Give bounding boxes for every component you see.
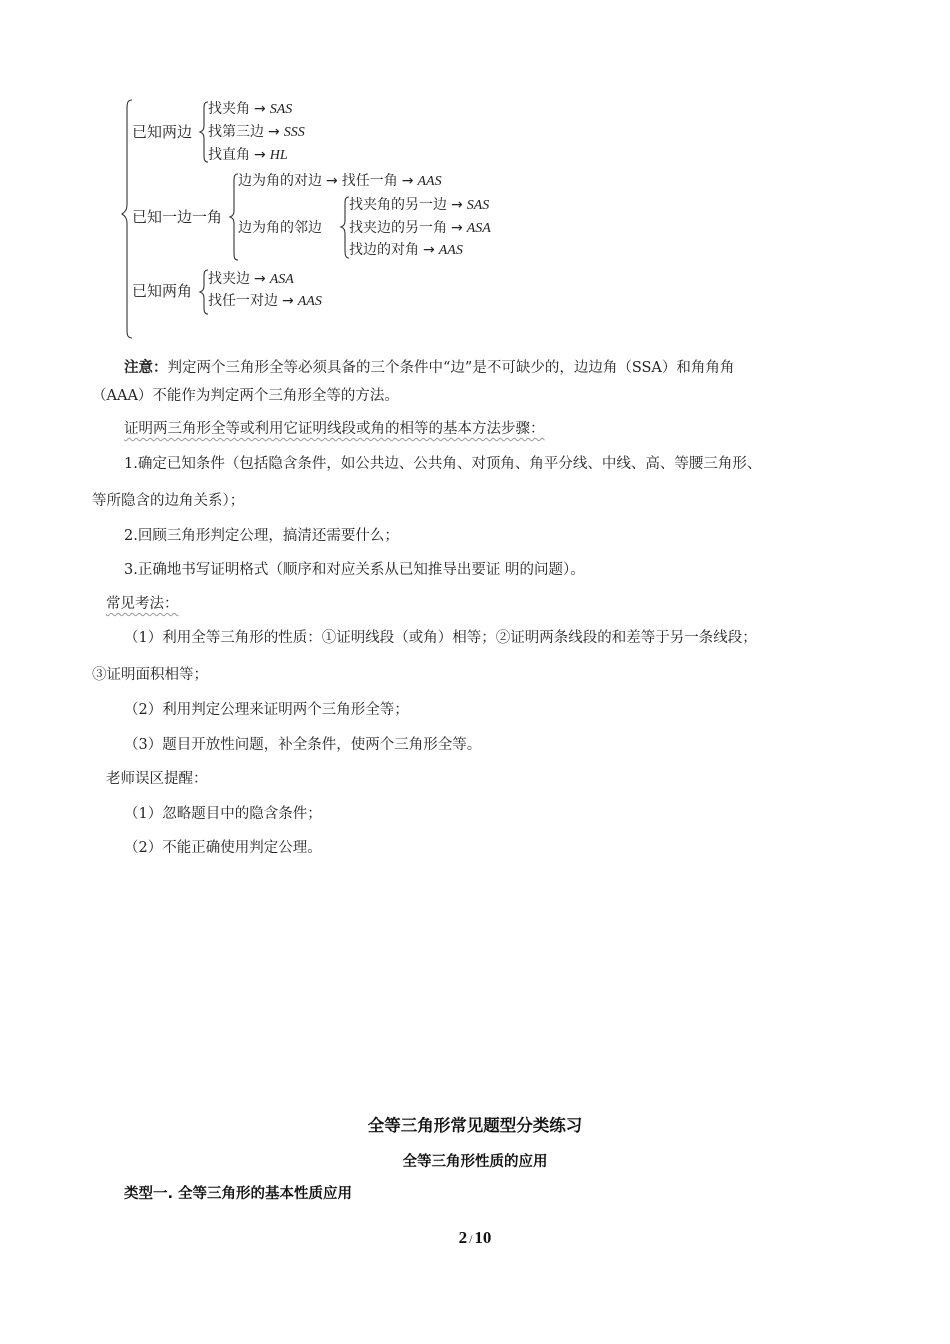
criterion-abbr: AAS	[438, 243, 463, 258]
note-text-continued: （AAA）不能作为判定两个三角形全等的方法。	[92, 388, 399, 404]
step-item: 3.正确地书写证明格式（顺序和对应关系从已知推导出要证 明的问题）。	[124, 562, 585, 578]
note-text: 判定两个三角形全等必须具备的三个条件中“边”是不可缺少的，边边角（SSA）和角角角	[167, 360, 735, 376]
steps-heading: 证明两三角形全等或利用它证明线段或角的相等的基本方法步骤：	[124, 421, 545, 437]
arrow-icon: →	[254, 101, 266, 117]
page-number	[0, 1228, 950, 1248]
criterion-row	[349, 241, 463, 260]
exam-item: （3）题目开放性问题，补全条件，使两个三角形全等。	[124, 737, 482, 753]
criterion-abbr: AAS	[297, 294, 322, 309]
exam-item: （1）利用全等三角形的性质：①证明线段（或角）相等；②证明两条线段的和差等于另一条线段；	[124, 630, 757, 646]
type-heading: 类型一. 全等三角形的基本性质应用	[124, 1186, 353, 1202]
criterion-row	[208, 100, 292, 119]
step-item: 2.回顾三角形判定公理，搞清还需要什么；	[124, 528, 399, 544]
sub-branch-label-adjacent-side: 边为角的邻边	[238, 220, 322, 236]
reminder-item: （1）忽略题目中的隐含条件；	[124, 806, 322, 822]
condition-text: 找任一对边	[208, 293, 278, 309]
condition-subtext: 找任一角	[341, 173, 398, 189]
criterion-row	[208, 270, 294, 289]
criterion-abbr: SAS	[269, 102, 293, 117]
total-pages: 10	[474, 1228, 492, 1247]
condition-text: 找夹角	[208, 101, 250, 117]
condition-text: 边为角的对边	[238, 173, 322, 189]
step-item-continued: 等所隐含的边角关系）；	[92, 493, 245, 509]
page-separator: /	[469, 1232, 473, 1246]
note-label: 注意：	[124, 360, 168, 376]
arrow-icon: →	[282, 293, 294, 309]
branch-label-two-sides: 已知两边	[132, 123, 193, 141]
arrow-icon: →	[268, 124, 280, 140]
branch-label-side-angle: 已知一边一角	[132, 208, 223, 226]
criterion-row	[238, 172, 442, 191]
arrow-icon: →	[401, 173, 414, 189]
section-subtitle: 全等三角形性质的应用	[402, 1154, 548, 1170]
criterion-abbr: SSS	[283, 125, 305, 140]
current-page: 2	[458, 1228, 468, 1247]
exam-item: （2）利用判定公理来证明两个三角形全等；	[124, 702, 409, 718]
section-title: 全等三角形常见题型分类练习	[367, 1116, 583, 1135]
criterion-row	[208, 146, 288, 165]
note-paragraph	[124, 358, 734, 378]
criterion-row	[208, 123, 305, 142]
reminder-item: （2）不能正确使用判定公理。	[124, 840, 322, 856]
criterion-abbr: HL	[269, 148, 288, 163]
reminder-heading: 老师误区提醒：	[106, 771, 208, 787]
criteria-tree-diagram	[120, 96, 580, 341]
exam-heading: 常见考法：	[106, 596, 179, 612]
arrow-icon: →	[254, 271, 266, 287]
outer-brace	[122, 100, 132, 338]
condition-text: 找夹边	[208, 271, 250, 287]
brace-side-angle	[230, 174, 238, 260]
arrow-icon: →	[451, 197, 463, 213]
arrow-icon: →	[326, 173, 338, 189]
arrow-icon: →	[423, 242, 435, 258]
arrow-icon: →	[254, 147, 266, 163]
condition-text: 找夹边的另一角	[349, 220, 447, 236]
condition-text: 找直角	[208, 147, 250, 163]
condition-text: 找夹角的另一边	[349, 197, 447, 213]
brace-two-sides	[200, 102, 208, 162]
condition-text: 找边的对角	[349, 242, 419, 258]
step-item: 1.确定已知条件（包括隐含条件，如公共边、公共角、对顶角、角平分线、中线、高、等腰三角形、	[124, 456, 762, 472]
criterion-abbr: AAS	[417, 174, 442, 189]
condition-text: 找第三边	[208, 124, 264, 140]
brace-adjacent-side	[341, 197, 349, 258]
criterion-abbr: ASA	[269, 272, 294, 287]
criterion-row	[349, 196, 489, 215]
arrow-icon: →	[451, 220, 463, 236]
criterion-abbr: SAS	[466, 198, 490, 213]
branch-label-two-angles: 已知两角	[132, 282, 193, 300]
criterion-row	[349, 219, 491, 238]
exam-item-continued: ③证明面积相等；	[92, 667, 208, 683]
criterion-row	[208, 292, 322, 311]
brace-two-angles	[200, 270, 208, 314]
criterion-abbr: ASA	[466, 221, 491, 236]
